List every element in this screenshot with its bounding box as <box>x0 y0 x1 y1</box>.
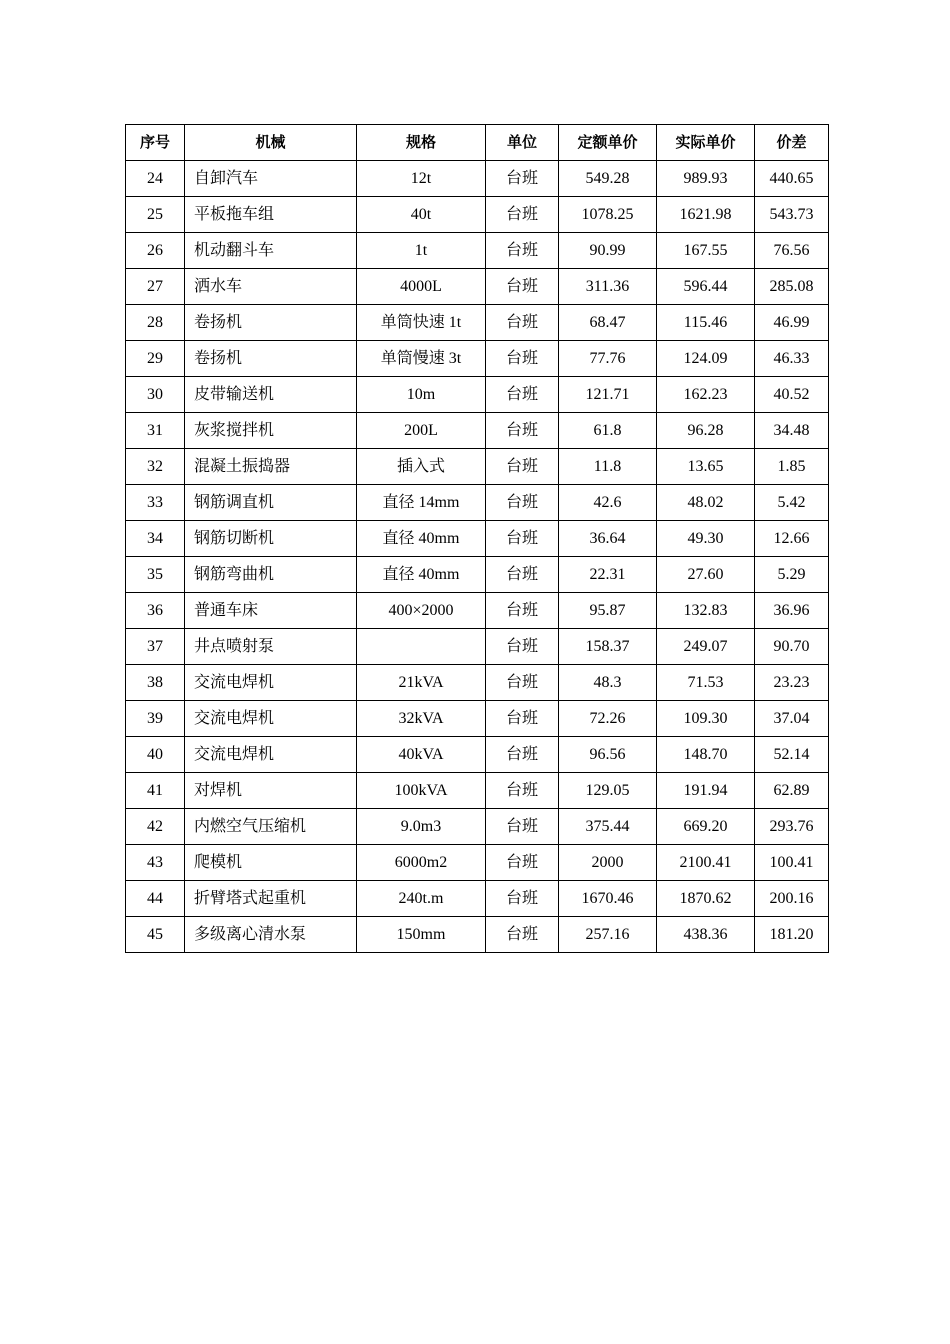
table-row <box>126 593 829 629</box>
unit-cell: 台班 <box>486 521 559 557</box>
serial-number-cell: 30 <box>126 377 185 413</box>
machinery-name-cell: 井点喷射泵 <box>185 629 357 665</box>
quota-price-cell: 11.8 <box>559 449 657 485</box>
specification-cell: 单筒慢速 3t <box>357 341 486 377</box>
price-difference-cell: 62.89 <box>755 773 829 809</box>
serial-number-cell: 44 <box>126 881 185 917</box>
machinery-price-table <box>125 124 829 953</box>
price-difference-cell: 5.42 <box>755 485 829 521</box>
table-row <box>126 917 829 953</box>
actual-price-cell: 1621.98 <box>657 197 755 233</box>
unit-cell: 台班 <box>486 665 559 701</box>
table-row <box>126 737 829 773</box>
specification-cell: 插入式 <box>357 449 486 485</box>
actual-price-cell: 49.30 <box>657 521 755 557</box>
quota-price-cell: 257.16 <box>559 917 657 953</box>
table-row <box>126 269 829 305</box>
machinery-name-cell: 折臂塔式起重机 <box>185 881 357 917</box>
quota-price-cell: 68.47 <box>559 305 657 341</box>
unit-cell: 台班 <box>486 881 559 917</box>
unit-cell: 台班 <box>486 593 559 629</box>
table-row <box>126 881 829 917</box>
specification-cell: 6000m2 <box>357 845 486 881</box>
machinery-name-cell: 灰浆搅拌机 <box>185 413 357 449</box>
quota-price-cell: 22.31 <box>559 557 657 593</box>
quota-price-cell: 1078.25 <box>559 197 657 233</box>
specification-cell: 40kVA <box>357 737 486 773</box>
specification-cell: 9.0m3 <box>357 809 486 845</box>
unit-cell: 台班 <box>486 341 559 377</box>
serial-number-cell: 33 <box>126 485 185 521</box>
machinery-name-cell: 内燃空气压缩机 <box>185 809 357 845</box>
machinery-name-cell: 机动翻斗车 <box>185 233 357 269</box>
specification-cell: 40t <box>357 197 486 233</box>
unit-cell: 台班 <box>486 161 559 197</box>
unit-cell: 台班 <box>486 845 559 881</box>
specification-cell: 150mm <box>357 917 486 953</box>
serial-number-cell: 36 <box>126 593 185 629</box>
actual-price-cell: 71.53 <box>657 665 755 701</box>
table-row <box>126 485 829 521</box>
specification-cell: 12t <box>357 161 486 197</box>
unit-cell: 台班 <box>486 629 559 665</box>
actual-price-cell: 249.07 <box>657 629 755 665</box>
price-difference-cell: 36.96 <box>755 593 829 629</box>
serial-number-cell: 43 <box>126 845 185 881</box>
table-row <box>126 557 829 593</box>
quota-price-cell: 36.64 <box>559 521 657 557</box>
specification-cell: 直径 40mm <box>357 557 486 593</box>
table-row <box>126 377 829 413</box>
quota-price-cell: 311.36 <box>559 269 657 305</box>
price-difference-cell: 76.56 <box>755 233 829 269</box>
serial-number-cell: 31 <box>126 413 185 449</box>
actual-price-cell: 438.36 <box>657 917 755 953</box>
quota-price-cell: 1670.46 <box>559 881 657 917</box>
quota-price-cell: 95.87 <box>559 593 657 629</box>
serial-number-cell: 25 <box>126 197 185 233</box>
price-difference-cell: 40.52 <box>755 377 829 413</box>
table-row <box>126 629 829 665</box>
table-row <box>126 305 829 341</box>
machinery-name-cell: 交流电焊机 <box>185 737 357 773</box>
quota-price-cell: 90.99 <box>559 233 657 269</box>
unit-cell: 台班 <box>486 233 559 269</box>
specification-cell: 32kVA <box>357 701 486 737</box>
price-difference-cell: 293.76 <box>755 809 829 845</box>
machinery-name-cell: 自卸汽车 <box>185 161 357 197</box>
specification-cell: 100kVA <box>357 773 486 809</box>
machinery-name-cell: 钢筋调直机 <box>185 485 357 521</box>
machinery-name-cell: 皮带输送机 <box>185 377 357 413</box>
specification-cell: 4000L <box>357 269 486 305</box>
table-row <box>126 773 829 809</box>
quota-price-cell: 158.37 <box>559 629 657 665</box>
table-row <box>126 701 829 737</box>
quota-price-cell: 96.56 <box>559 737 657 773</box>
serial-number-cell: 29 <box>126 341 185 377</box>
table-row <box>126 665 829 701</box>
machinery-name-cell: 钢筋弯曲机 <box>185 557 357 593</box>
unit-cell: 台班 <box>486 377 559 413</box>
serial-number-cell: 26 <box>126 233 185 269</box>
serial-number-cell: 35 <box>126 557 185 593</box>
specification-cell: 200L <box>357 413 486 449</box>
serial-number-cell: 34 <box>126 521 185 557</box>
table-body <box>126 161 829 953</box>
table-row <box>126 809 829 845</box>
quota-price-cell: 72.26 <box>559 701 657 737</box>
unit-cell: 台班 <box>486 557 559 593</box>
serial-number-cell: 27 <box>126 269 185 305</box>
price-difference-cell: 440.65 <box>755 161 829 197</box>
specification-cell: 240t.m <box>357 881 486 917</box>
actual-price-cell: 191.94 <box>657 773 755 809</box>
actual-price-cell: 96.28 <box>657 413 755 449</box>
actual-price-cell: 2100.41 <box>657 845 755 881</box>
unit-cell: 台班 <box>486 413 559 449</box>
actual-price-cell: 669.20 <box>657 809 755 845</box>
unit-cell: 台班 <box>486 701 559 737</box>
header-specification: 规格 <box>357 125 486 161</box>
unit-cell: 台班 <box>486 197 559 233</box>
header-machinery: 机械 <box>185 125 357 161</box>
table-row <box>126 197 829 233</box>
table-row <box>126 449 829 485</box>
quota-price-cell: 2000 <box>559 845 657 881</box>
actual-price-cell: 1870.62 <box>657 881 755 917</box>
unit-cell: 台班 <box>486 809 559 845</box>
header-quota-unit-price: 定额单价 <box>559 125 657 161</box>
unit-cell: 台班 <box>486 737 559 773</box>
machinery-name-cell: 对焊机 <box>185 773 357 809</box>
serial-number-cell: 38 <box>126 665 185 701</box>
table-header-row <box>126 125 829 161</box>
actual-price-cell: 27.60 <box>657 557 755 593</box>
price-difference-cell: 100.41 <box>755 845 829 881</box>
specification-cell: 400×2000 <box>357 593 486 629</box>
quota-price-cell: 129.05 <box>559 773 657 809</box>
machinery-name-cell: 普通车床 <box>185 593 357 629</box>
actual-price-cell: 596.44 <box>657 269 755 305</box>
specification-cell: 1t <box>357 233 486 269</box>
specification-cell: 10m <box>357 377 486 413</box>
quota-price-cell: 42.6 <box>559 485 657 521</box>
price-difference-cell: 46.33 <box>755 341 829 377</box>
price-difference-cell: 46.99 <box>755 305 829 341</box>
price-difference-cell: 285.08 <box>755 269 829 305</box>
quota-price-cell: 121.71 <box>559 377 657 413</box>
quota-price-cell: 375.44 <box>559 809 657 845</box>
machinery-name-cell: 卷扬机 <box>185 305 357 341</box>
actual-price-cell: 167.55 <box>657 233 755 269</box>
actual-price-cell: 989.93 <box>657 161 755 197</box>
machinery-name-cell: 洒水车 <box>185 269 357 305</box>
price-difference-cell: 181.20 <box>755 917 829 953</box>
unit-cell: 台班 <box>486 305 559 341</box>
quota-price-cell: 549.28 <box>559 161 657 197</box>
machinery-name-cell: 平板拖车组 <box>185 197 357 233</box>
table-row <box>126 521 829 557</box>
specification-cell: 单筒快速 1t <box>357 305 486 341</box>
table-row <box>126 341 829 377</box>
actual-price-cell: 124.09 <box>657 341 755 377</box>
serial-number-cell: 32 <box>126 449 185 485</box>
serial-number-cell: 24 <box>126 161 185 197</box>
table-row <box>126 233 829 269</box>
specification-cell: 21kVA <box>357 665 486 701</box>
specification-cell: 直径 40mm <box>357 521 486 557</box>
actual-price-cell: 48.02 <box>657 485 755 521</box>
header-serial-number: 序号 <box>126 125 185 161</box>
machinery-name-cell: 混凝土振捣器 <box>185 449 357 485</box>
serial-number-cell: 42 <box>126 809 185 845</box>
actual-price-cell: 148.70 <box>657 737 755 773</box>
price-difference-cell: 5.29 <box>755 557 829 593</box>
unit-cell: 台班 <box>486 449 559 485</box>
serial-number-cell: 41 <box>126 773 185 809</box>
table-row <box>126 845 829 881</box>
unit-cell: 台班 <box>486 773 559 809</box>
machinery-name-cell: 交流电焊机 <box>185 701 357 737</box>
serial-number-cell: 39 <box>126 701 185 737</box>
price-difference-cell: 12.66 <box>755 521 829 557</box>
serial-number-cell: 45 <box>126 917 185 953</box>
machinery-name-cell: 交流电焊机 <box>185 665 357 701</box>
header-price-difference: 价差 <box>755 125 829 161</box>
price-difference-cell: 23.23 <box>755 665 829 701</box>
unit-cell: 台班 <box>486 269 559 305</box>
serial-number-cell: 37 <box>126 629 185 665</box>
actual-price-cell: 109.30 <box>657 701 755 737</box>
quota-price-cell: 48.3 <box>559 665 657 701</box>
price-difference-cell: 543.73 <box>755 197 829 233</box>
actual-price-cell: 132.83 <box>657 593 755 629</box>
specification-cell: 直径 14mm <box>357 485 486 521</box>
machinery-name-cell: 多级离心清水泵 <box>185 917 357 953</box>
unit-cell: 台班 <box>486 917 559 953</box>
header-unit: 单位 <box>486 125 559 161</box>
actual-price-cell: 13.65 <box>657 449 755 485</box>
quota-price-cell: 77.76 <box>559 341 657 377</box>
table-row <box>126 161 829 197</box>
actual-price-cell: 115.46 <box>657 305 755 341</box>
actual-price-cell: 162.23 <box>657 377 755 413</box>
machinery-name-cell: 爬模机 <box>185 845 357 881</box>
serial-number-cell: 28 <box>126 305 185 341</box>
price-difference-cell: 37.04 <box>755 701 829 737</box>
price-difference-cell: 90.70 <box>755 629 829 665</box>
serial-number-cell: 40 <box>126 737 185 773</box>
price-difference-cell: 34.48 <box>755 413 829 449</box>
quota-price-cell: 61.8 <box>559 413 657 449</box>
price-difference-cell: 200.16 <box>755 881 829 917</box>
price-difference-cell: 52.14 <box>755 737 829 773</box>
header-actual-unit-price: 实际单价 <box>657 125 755 161</box>
unit-cell: 台班 <box>486 485 559 521</box>
table-row <box>126 413 829 449</box>
price-difference-cell: 1.85 <box>755 449 829 485</box>
machinery-name-cell: 钢筋切断机 <box>185 521 357 557</box>
specification-cell <box>357 629 486 665</box>
machinery-name-cell: 卷扬机 <box>185 341 357 377</box>
